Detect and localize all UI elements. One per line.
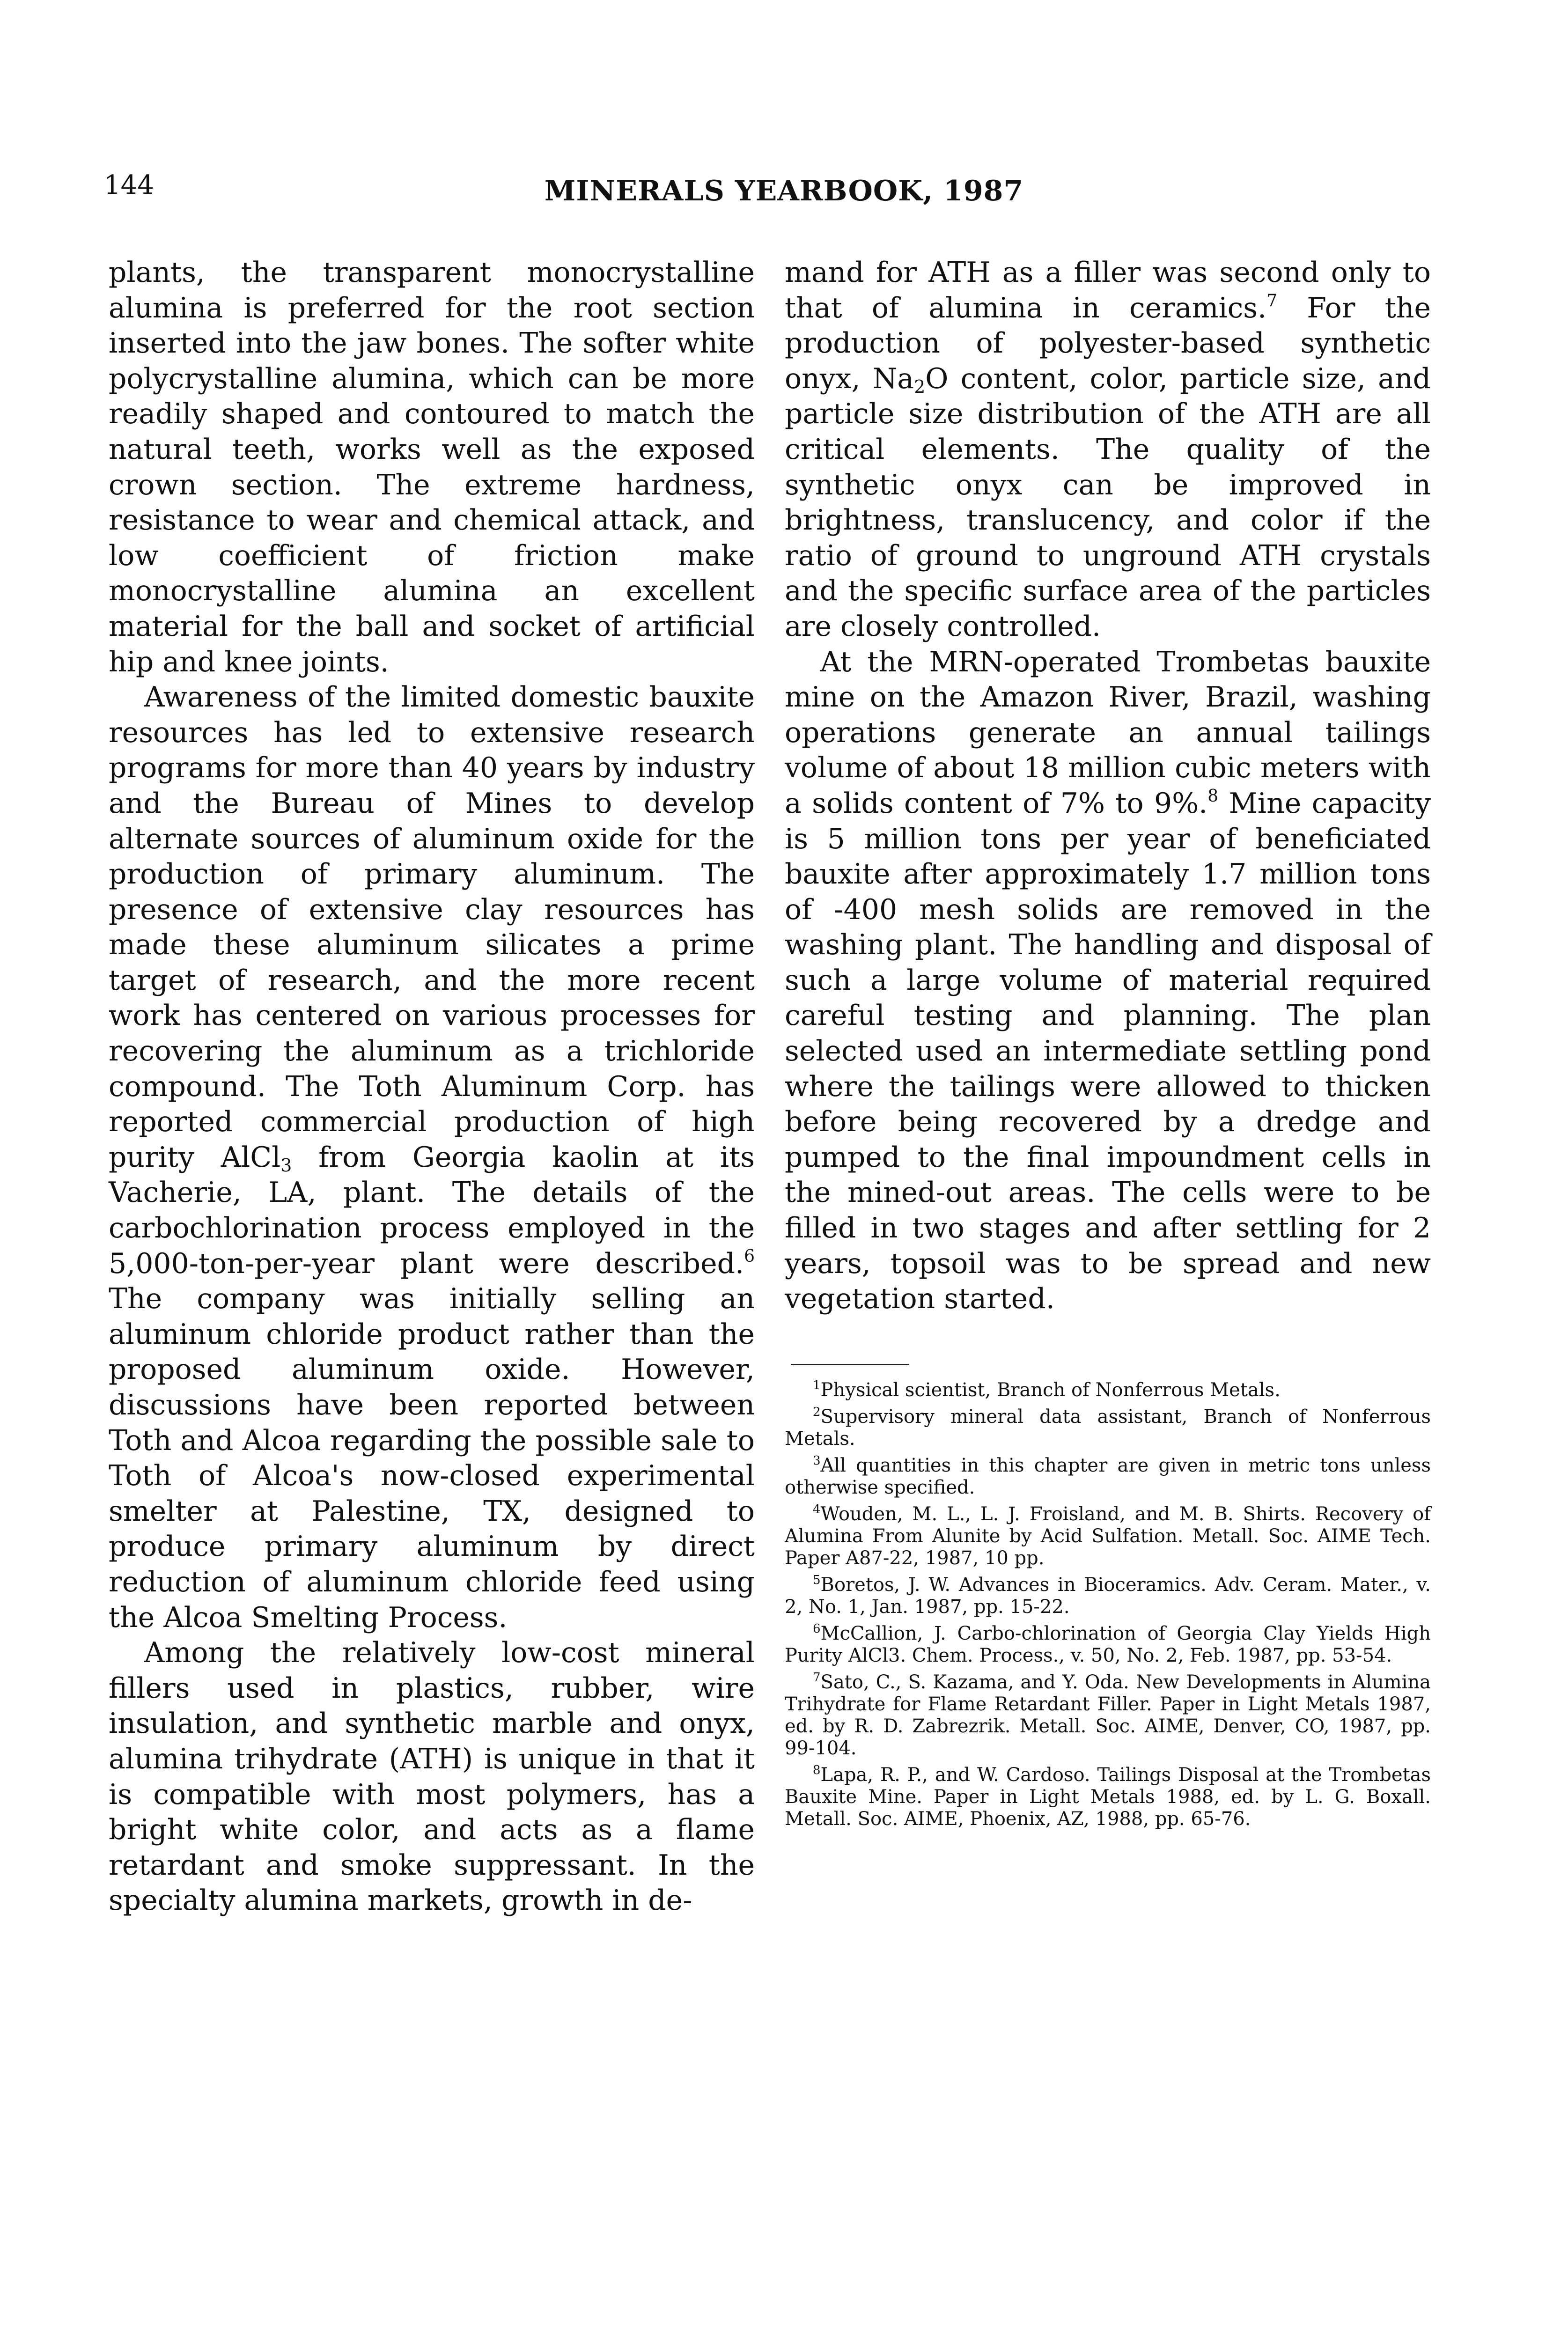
left-paragraph-2-part-b: from Georgia kaolin at its Vacherie, LA, plant. The details of the carbochlorination process employed in the 5,000-ton-per-year plant were described. xyxy=(109,1141,755,1280)
footnote-text: Boretos, J. W. Advances in Bioceramics. Adv. Ceram. Mater., v. 2, No. 1, Jan. 1987, pp. 15-22. xyxy=(785,1574,1431,1618)
right-paragraph-1-part-c: O content, color, particle size, and particle size distribution of the ATH are all critical elements. The quality of the synthetic onyx can be improved in brightness, translucency, and color if the ratio of ground to unground ATH crystals and the specific surface area of the particles are closely controlled. xyxy=(785,362,1431,643)
footnote xyxy=(785,1569,1431,1618)
footnote-text: Physical scientist, Branch of Nonferrous Metals. xyxy=(820,1379,1281,1401)
left-paragraph-2 xyxy=(109,680,755,1635)
footnote-text: All quantities in this chapter are given in metric tons unless otherwise specified. xyxy=(785,1454,1431,1498)
footnote xyxy=(785,1499,1431,1569)
aluminum-chloride-subscript: 3 xyxy=(280,1155,292,1176)
footnote-number: 1 xyxy=(813,1378,821,1392)
right-paragraph-2-part-b: Mine capacity is 5 million tons per year of beneficiated bauxite after approximately 1.7 million tons of -400 mesh solids are removed in the washing plant. The handling and disposal of such a large volume of material required careful testing and planning. The plan selected used an intermediate settling pond where the tailings were allowed to thicken before being recovered by a dredge and pumped to the final impoundment cells in the mined-out areas. The cells were to be filled in two stages and after settling for 2 years, topsoil was to be spread and new vegetation started. xyxy=(785,787,1431,1316)
footnote xyxy=(785,1759,1431,1830)
footnote-number: 6 xyxy=(813,1621,821,1636)
footnote-text: Wouden, M. L., L. J. Froisland, and M. B. Shirts. Recovery of Alumina From Alunite by Acid Sulfation. Metall. Soc. AIME Tech. Paper A87-22, 1987, 10 pp. xyxy=(785,1503,1431,1569)
right-paragraph-1-part-a: mand for ATH as a filler was second only to that of alumina in ceramics. xyxy=(785,256,1431,324)
footnote-text: Sato, C., S. Kazama, and Y. Oda. New Developments in Alumina Trihydrate for Flame Retardant Filler. Paper in Light Metals 1987, ed. by R. D. Zabrezrik. Metall. Soc. AIME, Denver, CO, 1987, pp. 99-104. xyxy=(785,1671,1431,1759)
right-paragraph-2 xyxy=(785,645,1431,1317)
footnote-text: Supervisory mineral data assistant, Branch of Nonferrous Metals. xyxy=(785,1406,1431,1450)
footnote xyxy=(785,1450,1431,1499)
right-paragraph-1-part-b: For the production of polyester-based synthetic onyx, Na xyxy=(785,291,1431,395)
footnote-number: 3 xyxy=(813,1453,821,1468)
footnote-ref-8[interactable]: 8 xyxy=(1207,786,1219,806)
footnote xyxy=(785,1618,1431,1667)
right-column xyxy=(785,255,1431,1830)
running-header-title: MINERALS YEARBOOK, 1987 xyxy=(544,175,1024,207)
footnote xyxy=(785,1375,1431,1401)
left-paragraph-1: plants, the transparent monocrystalline alumina is preferred for the root section inserted into the jaw bones. The softer white polycrystalline alumina, which can be more readily shaped and contoured to match the natural teeth, works well as the exposed crown section. The extreme hardness, resistance to wear and chemical attack, and low coefficient of friction make monocrystalline alumina an excellent material for the ball and socket of artificial hip and knee joints. xyxy=(109,256,755,678)
footnote-ref-7[interactable]: 7 xyxy=(1266,291,1278,310)
footnotes-list xyxy=(785,1375,1431,1830)
footnote-divider xyxy=(791,1364,909,1365)
left-column xyxy=(109,255,755,1919)
page-number: 144 xyxy=(104,170,154,200)
right-paragraph-2-part-a: At the MRN-operated Trombetas bauxite mine on the Amazon River, Brazil, washing operations generate an annual tailings volume of about 18 million cubic meters with a solids content of 7% to 9%. xyxy=(785,645,1431,820)
left-paragraph-3: Among the relatively low-cost mineral fillers used in plastics, rubber, wire insulation, and synthetic marble and onyx, alumina trihydrate (ATH) is unique in that it is compatible with most polymers, has a bright white color, and acts as a flame retardant and smoke suppressant. In the specialty alumina markets, growth in de- xyxy=(109,1636,755,1917)
left-paragraph-2-part-c: The company was initially selling an aluminum chloride product rather than the proposed aluminum oxide. However, discussions have been reported between Toth and Alcoa regarding the possible sale to Toth of Alcoa's now-closed experimental smelter at Palestine, TX, designed to produce primary aluminum by direct reduction of aluminum chloride feed using the Alcoa Smelting Process. xyxy=(109,1282,755,1634)
footnote-number: 8 xyxy=(813,1763,821,1777)
left-paragraph-2-part-a: Awareness of the limited domestic bauxite resources has led to extensive research programs for more than 40 years by industry and the Bureau of Mines to develop alternate sources of aluminum oxide for the production of primary aluminum. The presence of extensive clay resources has made these aluminum silicates a prime target of research, and the more recent work has centered on various processes for recovering the aluminum as a trichloride compound. The Toth Aluminum Corp. has reported commercial production of high purity AlCl xyxy=(109,681,755,1174)
sodium-oxide-subscript: 2 xyxy=(914,376,926,397)
footnote-number: 5 xyxy=(813,1573,821,1587)
footnote-ref-6[interactable]: 6 xyxy=(744,1246,755,1266)
footnote-number: 2 xyxy=(813,1405,821,1419)
footnote-number: 7 xyxy=(813,1670,821,1685)
right-paragraph-1 xyxy=(785,255,1431,645)
footnote-number: 4 xyxy=(813,1502,821,1516)
footnote-text: Lapa, R. P., and W. Cardoso. Tailings Disposal at the Trombetas Bauxite Mine. Paper in Light Metals 1988, ed. by L. G. Boxall. Metall. Soc. AIME, Phoenix, AZ, 1988, pp. 65-76. xyxy=(785,1764,1431,1830)
footnote-text: McCallion, J. Carbo-chlorination of Georgia Clay Yields High Purity AlCl3. Chem. Process., v. 50, No. 2, Feb. 1987, pp. 53-54. xyxy=(785,1622,1431,1666)
footnote xyxy=(785,1667,1431,1759)
footnote xyxy=(785,1401,1431,1450)
